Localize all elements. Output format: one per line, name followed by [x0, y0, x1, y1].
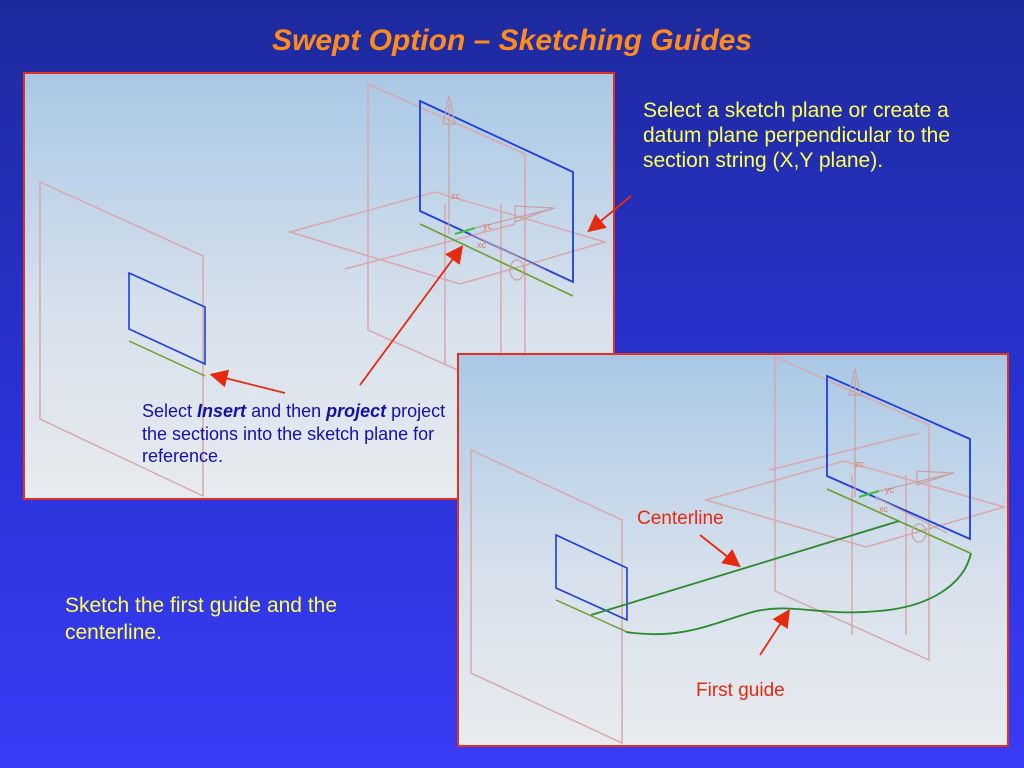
sketch-plane-note: Select a sketch plane or create a datum plane perpendicular to the section string (X,Y plane). — [643, 99, 951, 173]
centerline — [591, 521, 899, 615]
insert-keyword: Insert — [197, 401, 247, 421]
first-guide-curve — [626, 553, 971, 634]
axis-label-xc-2: xc — [879, 504, 888, 514]
guide-instruction-note: Sketch the first guide and the centerline. — [65, 594, 338, 644]
right-sketch-rect — [420, 101, 573, 282]
insert-note-middle: and then — [246, 401, 327, 421]
left-sketch-rect — [129, 273, 205, 364]
insert-note-suffix: project the sections into the sketch plane for reference. — [142, 401, 446, 466]
coordinate-triad-2 — [849, 369, 954, 542]
slide-title: Swept Option – Sketching Guides — [271, 24, 753, 57]
coordinate-triad — [443, 96, 555, 280]
first-guide-label: First guide — [696, 680, 785, 701]
right-section-line — [420, 224, 573, 296]
axis-label-zc-2: zc — [855, 459, 864, 469]
axis-label-zc: zc — [451, 191, 460, 201]
insert-project-note — [142, 400, 462, 468]
left-section-plane-2 — [471, 450, 622, 743]
axis-label-yc-2: yc — [885, 485, 894, 495]
insert-note-prefix: Select — [142, 401, 198, 421]
project-keyword: project — [326, 401, 387, 421]
axis-label-yc: yc — [483, 221, 492, 231]
centerline-label: Centerline — [637, 508, 724, 529]
axis-label-xc: xc — [477, 240, 486, 250]
right-sketch-rect-2 — [827, 376, 970, 539]
